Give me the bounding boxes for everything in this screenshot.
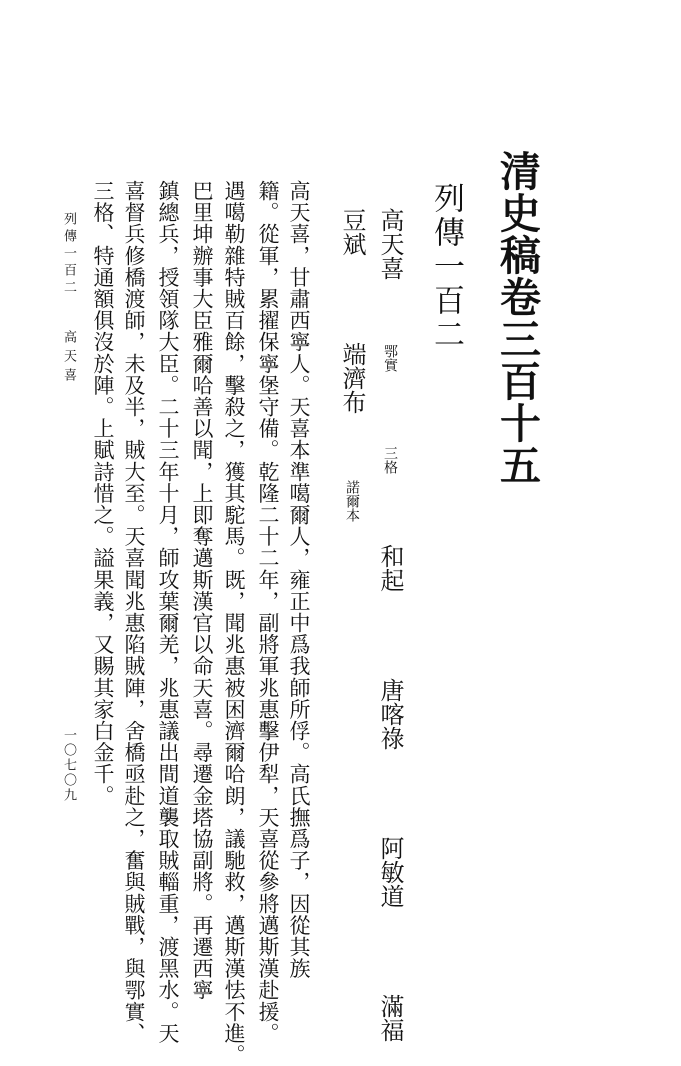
name-dou-bin: 豆斌 [338,208,366,256]
name-tang-kalu: 唐喀祿 [376,678,404,750]
section-title: 列傳一百二 [428,182,464,352]
name-e-shi: 鄂實 [382,344,398,372]
body-line-2: 籍。從軍，累擢保寧堡守備。乾隆二十二年，副將軍兆惠擊伊犁，天喜從參將邁斯漢赴援。 [256,180,280,1044]
body-line-1: 高天喜，甘肅西寧人。天喜本準噶爾人，雍正中爲我師所俘。高氏撫爲子，因從其族 [287,180,311,980]
running-head: 列傳一百二 [61,212,76,297]
page-number: 一〇七〇九 [61,728,76,803]
body-line-4: 巴里坤辦事大臣雅爾哈善以聞，上即奪邁斯漢官以命天喜。尋遷金塔協副將。再遷西寧 [190,180,214,1001]
body-line-6: 喜督兵修橋渡師，未及半，賊大至。天喜聞兆惠陷賊陣，舍橋亟赴之，奮與賊戰，與鄂實、 [122,180,146,1044]
body-line-7: 三格、特通額俱沒於陣。上賦詩惜之。謚果義，又賜其家白金千。 [91,180,115,807]
book-title: 清史稿卷三百十五 [493,150,541,486]
name-he-qi: 和起 [376,544,404,592]
name-gao-tianxi: 高天喜 [376,208,404,280]
name-nuo-erben: 諾爾本 [344,480,360,522]
body-line-3: 遇噶勒雜特賊百餘，擊殺之，獲其駝馬。既，聞兆惠被困濟爾哈朗，議馳救，邁斯漢怯不進。 [222,180,246,1066]
biography-names-column-1 [378,208,402,1042]
body-line-5: 鎮總兵，授領隊大臣。二十三年十月，師攻葉爾羌，兆惠議出間道襲取賊輜重，渡黑水。天 [156,180,180,1044]
name-a-mindao: 阿敏道 [376,836,404,908]
name-san-ge: 三格 [382,446,398,474]
name-man-fu: 滿福 [376,994,404,1042]
name-duan-jibu: 端濟布 [338,342,366,414]
running-head-subject: 高天喜 [61,330,76,387]
biography-names-column-2 [340,208,364,522]
